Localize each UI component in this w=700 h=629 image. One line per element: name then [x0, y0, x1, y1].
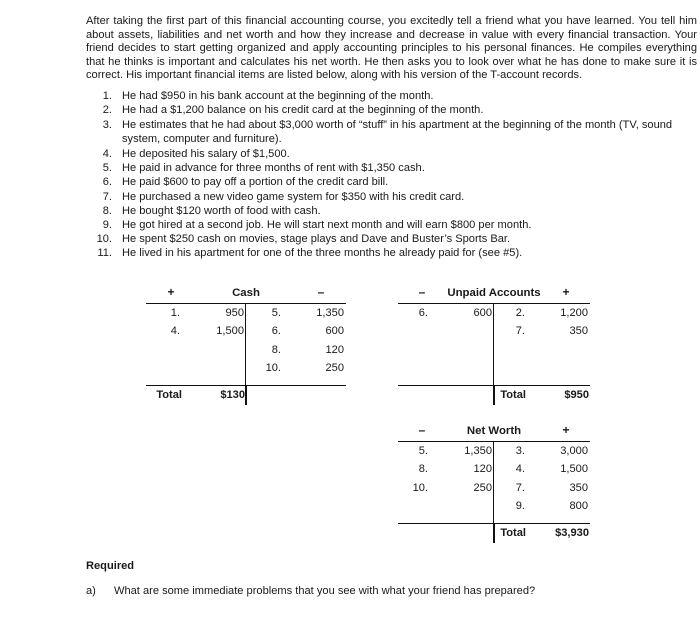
entry-ref: 10.: [412, 481, 428, 494]
entry-ref: 6.: [271, 325, 281, 338]
t-account-entry: [246, 341, 346, 360]
t-account-header: [146, 287, 346, 303]
list-item-text: He deposited his salary of $1,500.: [122, 147, 290, 160]
list-item: [86, 176, 686, 190]
entry-ref: 8.: [271, 343, 281, 356]
list-item-text: He estimates that he had about $3,000 worth of “stuff” in his apartment at the beginning of the month (TV, sound system, computer and furniture).: [122, 119, 673, 145]
entry-ref: 10.: [265, 362, 281, 375]
t-account-body: [398, 441, 590, 523]
entry-amount: 600: [473, 306, 492, 319]
list-item-text: He paid in advance for three months of rent with $1,350 cash.: [122, 162, 425, 175]
t-account-total-left: [398, 386, 494, 405]
entry-ref: 9.: [515, 500, 525, 513]
t-account-title: Unpaid Accounts: [447, 287, 541, 299]
entry-amount: 120: [325, 343, 344, 356]
list-item-number: 10.: [96, 233, 112, 246]
question-label: a): [86, 585, 96, 597]
list-item-number: 11.: [97, 247, 112, 260]
entry-amount: 1,200: [560, 306, 588, 319]
t-account-entry: [398, 461, 493, 480]
t-account-left-column: [398, 304, 494, 385]
required-heading: Required: [86, 560, 135, 572]
list-item: [86, 90, 686, 104]
required-question: [86, 585, 686, 597]
question-text: What are some immediate problems that you see with what your friend has prepared?: [114, 585, 536, 597]
t-account-right-column: [494, 442, 590, 523]
entry-amount: 350: [569, 481, 588, 494]
list-item-number: 2.: [102, 104, 112, 117]
t-account-header: [398, 287, 590, 303]
t-account-total: [494, 524, 590, 543]
t-account-entry: [494, 323, 590, 342]
t-account-header: [398, 425, 590, 441]
t-account-entry: [494, 442, 590, 461]
entry-ref: 6.: [418, 306, 428, 319]
t-account-unpaid-accounts: [398, 287, 590, 405]
total-label: Total: [500, 526, 526, 539]
entry-ref: 3.: [515, 444, 525, 457]
entry-amount: 1,500: [216, 325, 244, 338]
entry-amount: 600: [325, 325, 344, 338]
entry-amount: 250: [325, 362, 344, 375]
total-amount: $3,930: [555, 526, 589, 539]
t-account-total-left: [146, 386, 246, 405]
list-item: [86, 205, 686, 219]
entry-amount: 120: [473, 463, 492, 476]
list-item: [86, 191, 686, 205]
list-item: [86, 247, 686, 261]
list-item: [86, 219, 686, 233]
entry-ref: 1.: [170, 306, 180, 319]
entry-amount: 250: [473, 481, 492, 494]
list-item-text: He got hired at a second job. He will start next month and will earn $800 per month.: [122, 218, 532, 231]
list-item-number: 1.: [102, 90, 112, 102]
list-item: [86, 162, 686, 176]
t-account-right-column: [494, 304, 590, 385]
t-account-right-sign: –: [317, 285, 325, 299]
list-item: [86, 104, 686, 118]
t-account-left-sign: –: [418, 423, 426, 437]
t-account-left-column: [398, 442, 494, 523]
t-account-footer: [146, 385, 346, 405]
entry-amount: 1,350: [316, 306, 344, 319]
entry-ref: 5.: [418, 444, 428, 457]
entry-amount: 1,350: [464, 444, 492, 457]
t-account-body: [146, 303, 346, 385]
total-amount: $130: [220, 388, 245, 401]
entry-amount: 3,000: [560, 444, 588, 457]
t-account-entry: [398, 304, 493, 323]
t-account-left-column: [146, 304, 246, 385]
list-item-text: He spent $250 cash on movies, stage plays and Dave and Buster’s Sports Bar.: [122, 233, 511, 246]
list-item-text: He lived in his apartment for one of the three months he already paid for (see #5).: [122, 247, 523, 260]
t-account-total-right: [494, 524, 590, 543]
t-account-entry: [246, 323, 346, 342]
list-item: [86, 148, 686, 162]
list-item-number: 4.: [102, 147, 112, 160]
entry-ref: 5.: [271, 306, 281, 319]
list-item-number: 6.: [102, 176, 112, 189]
t-account-entry: [398, 442, 493, 461]
t-account-footer: [398, 385, 590, 405]
list-item-text: He bought $120 worth of food with cash.: [122, 204, 321, 217]
t-account-entry: [246, 304, 346, 323]
t-account-entry: [246, 360, 346, 379]
t-account-entry: [398, 479, 493, 498]
t-account-entry: [146, 323, 245, 342]
entry-ref: 7.: [515, 481, 525, 494]
list-item-number: 8.: [102, 204, 112, 217]
list-item: [86, 233, 686, 247]
list-item-number: 3.: [102, 119, 112, 132]
t-account-right-sign: +: [562, 423, 570, 437]
t-account-entry: [494, 461, 590, 480]
total-label: Total: [156, 388, 182, 401]
t-account-right-sign: +: [562, 285, 570, 299]
entry-amount: 350: [569, 325, 588, 338]
t-account-footer: [398, 523, 590, 543]
t-account-total-right: [246, 386, 346, 405]
list-item-text: He had $950 in his bank account at the beginning of the month.: [122, 90, 434, 102]
t-account-cash: [146, 287, 346, 405]
list-item-number: 9.: [102, 218, 112, 231]
entry-ref: 4.: [170, 325, 180, 338]
entry-amount: 1,500: [560, 463, 588, 476]
t-account-total-left: [398, 524, 494, 543]
t-account-left-sign: +: [167, 285, 175, 299]
list-item: [86, 119, 686, 146]
entry-ref: 7.: [515, 325, 525, 338]
entry-ref: 8.: [418, 463, 428, 476]
t-account-entry: [146, 304, 245, 323]
t-account-net-worth: [398, 425, 590, 543]
t-account-left-sign: –: [418, 285, 426, 299]
entry-amount: 800: [569, 500, 588, 513]
total-label: Total: [500, 388, 526, 401]
list-item-number: 5.: [102, 162, 112, 175]
list-item-number: 7.: [102, 190, 112, 203]
t-account-entry: [494, 304, 590, 323]
t-account-entry: [494, 498, 590, 517]
t-account-body: [398, 303, 590, 385]
t-account-entry: [494, 479, 590, 498]
entry-amount: 950: [225, 306, 244, 319]
t-account-total: [494, 386, 590, 405]
list-item-text: He purchased a new video game system for $350 with his credit card.: [122, 190, 465, 203]
total-amount: $950: [564, 388, 589, 401]
intro-paragraph: After taking the first part of this financial accounting course, you excitedly tell a friend what you have learned. You tell him about assets, liabilities and net worth and how they increase and decrease in value with every financial transaction. Your friend decides to start getting organized and apply accounting principles to his personal finances. He compiles everything that he thinks is important and calculates his net worth. He then asks you to look over what he has done to make sure it is correct. His important financial items are listed below, along with his version of the T-account records.: [86, 15, 697, 82]
list-item-text: He had a $1,200 balance on his credit card at the beginning of the month.: [122, 104, 484, 117]
list-item-text: He paid $600 to pay off a portion of the credit card bill.: [122, 176, 389, 189]
t-account-right-column: [246, 304, 346, 385]
entry-ref: 4.: [515, 463, 525, 476]
facts-list: [86, 90, 686, 261]
t-account-total-right: [494, 386, 590, 405]
t-account-title: Net Worth: [466, 425, 522, 437]
t-account-total: [146, 386, 246, 405]
t-account-title: Cash: [232, 287, 260, 299]
entry-ref: 2.: [515, 306, 525, 319]
